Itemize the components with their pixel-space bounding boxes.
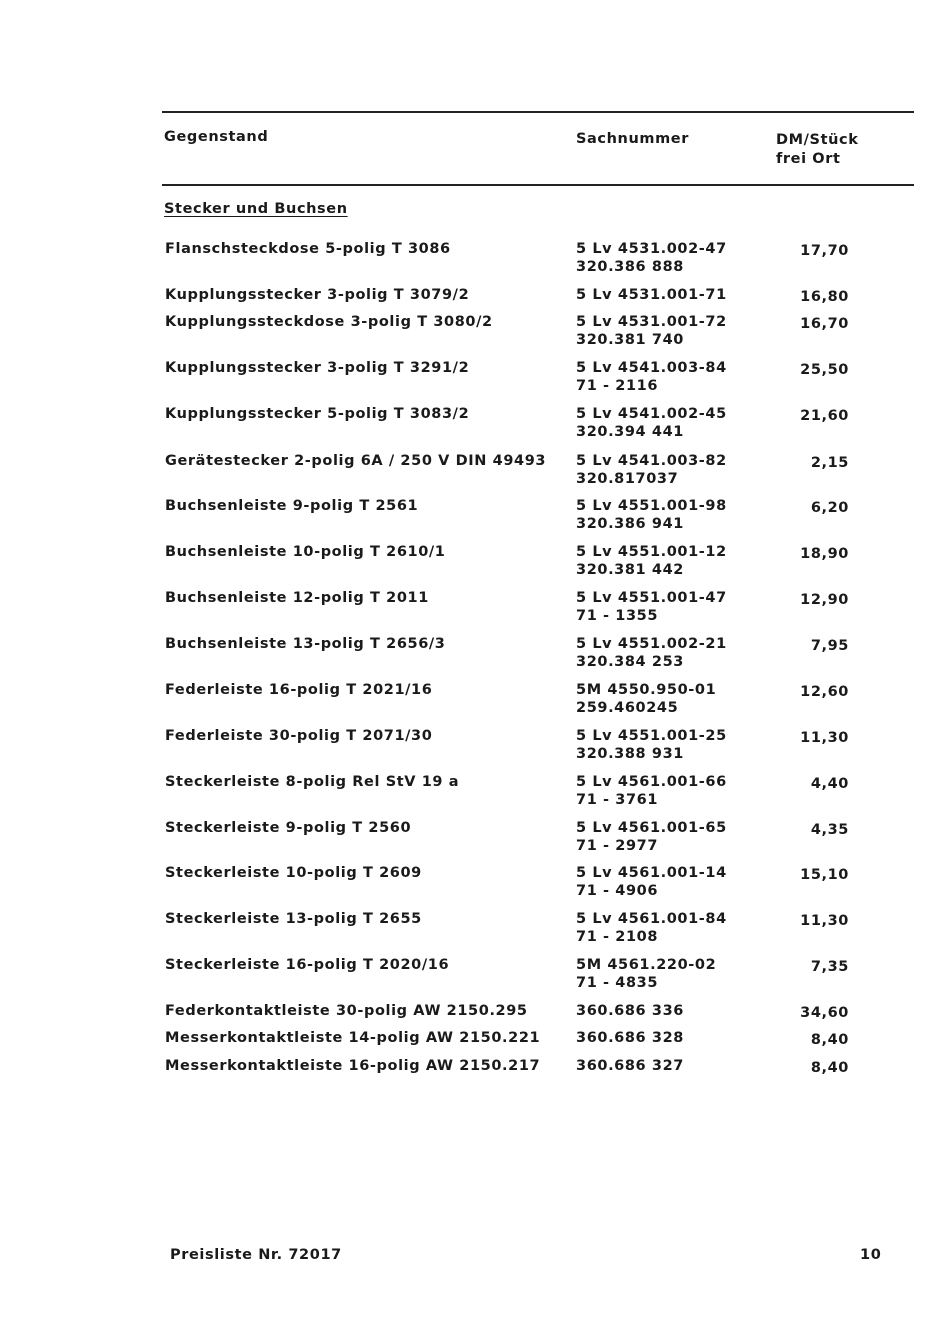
item-number-primary: 360.686 327 [576, 1058, 684, 1074]
item-number [576, 240, 727, 276]
item-number [576, 1029, 684, 1047]
item-name: Buchsenleiste 10-polig T 2610/1 [165, 544, 446, 560]
header-price: DM/Stück frei Ort [776, 132, 859, 167]
item-name: Buchsenleiste 13-polig T 2656/3 [165, 636, 446, 652]
item-name: Steckerleiste 10-polig T 2609 [165, 865, 422, 881]
item-price: 25,50 [800, 362, 849, 378]
item-number [576, 864, 727, 900]
item-number [576, 727, 727, 763]
item-number-secondary: 320.388 931 [576, 746, 684, 762]
item-price: 11,30 [800, 913, 849, 929]
item-name: Steckerleiste 16-polig T 2020/16 [165, 957, 450, 973]
section-title: Stecker und Buchsen [164, 201, 348, 217]
item-number-primary: 5 Lv 4551.001-47 [576, 590, 727, 606]
item-number-secondary: 71 - 2116 [576, 378, 659, 394]
item-price: 7,95 [810, 638, 849, 654]
header-rule [162, 184, 914, 186]
item-number-primary: 5 Lv 4551.001-12 [576, 544, 727, 560]
item-name: Buchsenleiste 9-polig T 2561 [165, 498, 419, 514]
item-number-primary: 5 Lv 4531.001-72 [576, 314, 727, 330]
header-number: Sachnummer [576, 131, 689, 147]
item-name: Gerätestecker 2-polig 6A / 250 V DIN 49493 [165, 453, 547, 469]
item-number-secondary: 320.394 441 [576, 424, 684, 440]
item-name: Messerkontaktleiste 14-polig AW 2150.221 [165, 1030, 541, 1046]
item-number-secondary: 71 - 2977 [576, 838, 659, 854]
item-number-secondary: 320.386 888 [576, 259, 684, 275]
item-number-secondary: 71 - 2108 [576, 929, 659, 945]
price-list-label: Preisliste Nr. 72017 [170, 1247, 342, 1263]
item-number-primary: 5 Lv 4551.002-21 [576, 636, 727, 652]
item-number-primary: 5 Lv 4541.003-84 [576, 360, 727, 376]
item-number [576, 681, 716, 717]
item-price: 8,40 [810, 1060, 849, 1076]
item-number [576, 819, 727, 855]
item-number-secondary: 320.381 442 [576, 562, 684, 578]
item-number [576, 497, 727, 533]
item-price: 4,35 [810, 822, 849, 838]
item-price: 16,80 [800, 289, 849, 305]
item-number-secondary: 320.386 941 [576, 516, 684, 532]
item-number [576, 359, 727, 395]
item-name: Kupplungsstecker 3-polig T 3291/2 [165, 360, 470, 376]
item-price: 34,60 [800, 1005, 849, 1021]
item-number [576, 956, 716, 992]
item-number-secondary: 71 - 1355 [576, 608, 659, 624]
item-number [576, 773, 727, 809]
item-name: Steckerleiste 13-polig T 2655 [165, 911, 422, 927]
item-number-primary: 5 Lv 4541.002-45 [576, 406, 727, 422]
item-price: 12,90 [800, 592, 849, 608]
item-price: 17,70 [800, 243, 849, 259]
item-number-secondary: 71 - 4906 [576, 883, 659, 899]
item-number-secondary: 71 - 4835 [576, 975, 659, 991]
item-number [576, 286, 727, 304]
item-price: 2,15 [810, 455, 849, 471]
item-number [576, 635, 727, 671]
item-number-primary: 5 Lv 4531.001-71 [576, 287, 727, 303]
item-name: Steckerleiste 9-polig T 2560 [165, 820, 412, 836]
item-name: Federleiste 30-polig T 2071/30 [165, 728, 433, 744]
item-price: 4,40 [810, 776, 849, 792]
item-number [576, 313, 727, 349]
item-number-secondary: 320.381 740 [576, 332, 684, 348]
item-number-primary: 5 Lv 4531.002-47 [576, 241, 727, 257]
item-number-secondary: 259.460245 [576, 700, 679, 716]
item-name: Steckerleiste 8-polig Rel StV 19 a [165, 774, 460, 790]
item-price: 11,30 [800, 730, 849, 746]
item-name: Kupplungssteckdose 3-polig T 3080/2 [165, 314, 493, 330]
item-number-primary: 5 Lv 4561.001-66 [576, 774, 727, 790]
item-number-primary: 5M 4550.950-01 [576, 682, 717, 698]
item-price: 18,90 [800, 546, 849, 562]
item-number [576, 405, 727, 441]
item-name: Federleiste 16-polig T 2021/16 [165, 682, 433, 698]
item-price: 7,35 [810, 959, 849, 975]
item-price: 15,10 [800, 867, 849, 883]
item-name: Kupplungsstecker 3-polig T 3079/2 [165, 287, 470, 303]
item-price: 12,60 [800, 684, 849, 700]
item-price: 8,40 [810, 1032, 849, 1048]
item-number [576, 1057, 684, 1075]
item-number-primary: 5 Lv 4551.001-98 [576, 498, 727, 514]
item-name: Federkontaktleiste 30-polig AW 2150.295 [165, 1003, 528, 1019]
item-price: 16,70 [800, 316, 849, 332]
item-number-primary: 360.686 328 [576, 1030, 684, 1046]
item-number-primary: 5 Lv 4561.001-65 [576, 820, 727, 836]
item-name: Buchsenleiste 12-polig T 2011 [165, 590, 429, 606]
item-number-secondary: 320.817037 [576, 471, 679, 487]
item-number [576, 589, 727, 625]
header-item: Gegenstand [164, 129, 269, 145]
top-rule [162, 111, 914, 113]
item-number-primary: 5M 4561.220-02 [576, 957, 717, 973]
item-number-secondary: 320.384 253 [576, 654, 684, 670]
item-number-primary: 5 Lv 4561.001-84 [576, 911, 727, 927]
item-number [576, 910, 727, 946]
item-number-primary: 5 Lv 4541.003-82 [576, 453, 727, 469]
item-price: 21,60 [800, 408, 849, 424]
item-number [576, 543, 727, 579]
item-number [576, 1002, 684, 1020]
item-price: 6,20 [810, 500, 849, 516]
item-number-primary: 5 Lv 4551.001-25 [576, 728, 727, 744]
item-name: Flanschsteckdose 5-polig T 3086 [165, 241, 451, 257]
page-number: 10 [860, 1247, 882, 1263]
item-number [576, 452, 727, 488]
item-number-secondary: 71 - 3761 [576, 792, 659, 808]
item-number-primary: 5 Lv 4561.001-14 [576, 865, 727, 881]
item-name: Kupplungsstecker 5-polig T 3083/2 [165, 406, 470, 422]
item-name: Messerkontaktleiste 16-polig AW 2150.217 [165, 1058, 541, 1074]
item-number-primary: 360.686 336 [576, 1003, 684, 1019]
